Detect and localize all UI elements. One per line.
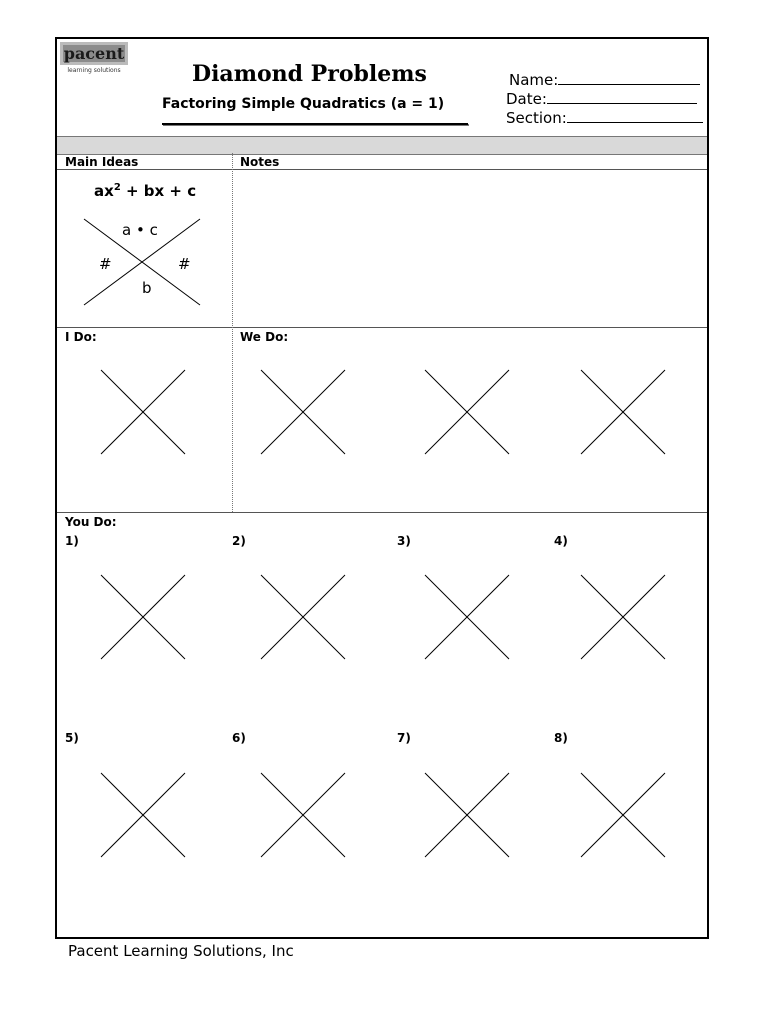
- column-header-rule: [57, 169, 707, 170]
- problem-diamond: [580, 772, 666, 858]
- key-top-label: a • c: [122, 221, 158, 239]
- quadratic-formula: $ax^2$ + bx + c: [94, 182, 197, 200]
- you-do-label: You Do:: [65, 515, 117, 529]
- problem-diamond: [424, 772, 510, 858]
- i-do-label: I Do:: [65, 330, 97, 344]
- svg-text:learning solutions: learning solutions: [67, 67, 121, 74]
- page-subtitle: Factoring Simple Quadratics (a = 1): [162, 96, 445, 112]
- problem-diamond: [100, 574, 186, 660]
- pacent-logo: [60, 42, 128, 74]
- worksheet: [55, 37, 709, 939]
- practice-section-rule: [57, 512, 707, 513]
- footer-text: Pacent Learning Solutions, Inc: [68, 942, 294, 960]
- notes-header: Notes: [240, 155, 280, 169]
- key-bottom-label: b: [142, 279, 152, 297]
- problem-diamond: [424, 574, 510, 660]
- problem-number: 2): [232, 534, 246, 548]
- problem-number: 7): [397, 731, 411, 745]
- section-label: Section:: [506, 109, 567, 127]
- problem-number: 4): [554, 534, 568, 548]
- key-left-label: #: [99, 255, 112, 273]
- we-do-diamond: [424, 369, 510, 455]
- key-right-label: #: [178, 255, 191, 273]
- page-title: Diamond Problems: [192, 61, 427, 87]
- problem-number: 3): [397, 534, 411, 548]
- i-do-diamond: [100, 369, 186, 455]
- problem-diamond: [100, 772, 186, 858]
- main-ideas-header: Main Ideas: [65, 155, 139, 169]
- problem-diamond: [260, 574, 346, 660]
- header-band: [57, 136, 707, 155]
- key-section-rule: [57, 327, 707, 328]
- problem-number: 6): [232, 731, 246, 745]
- date-label: Date:: [506, 90, 547, 108]
- we-do-diamond: [580, 369, 666, 455]
- problem-diamond: [260, 772, 346, 858]
- name-field[interactable]: [509, 71, 700, 89]
- we-do-label: We Do:: [240, 330, 289, 344]
- name-label: Name:: [509, 71, 559, 89]
- problem-diamond: [580, 574, 666, 660]
- date-field[interactable]: [506, 90, 697, 108]
- problem-number: 5): [65, 731, 79, 745]
- section-field[interactable]: [506, 109, 703, 127]
- column-divider: [232, 153, 233, 512]
- svg-text:pacent: pacent: [63, 44, 125, 63]
- problem-number: 8): [554, 731, 568, 745]
- subtitle-underline: [162, 123, 468, 125]
- problem-number: 1): [65, 534, 79, 548]
- we-do-diamond: [260, 369, 346, 455]
